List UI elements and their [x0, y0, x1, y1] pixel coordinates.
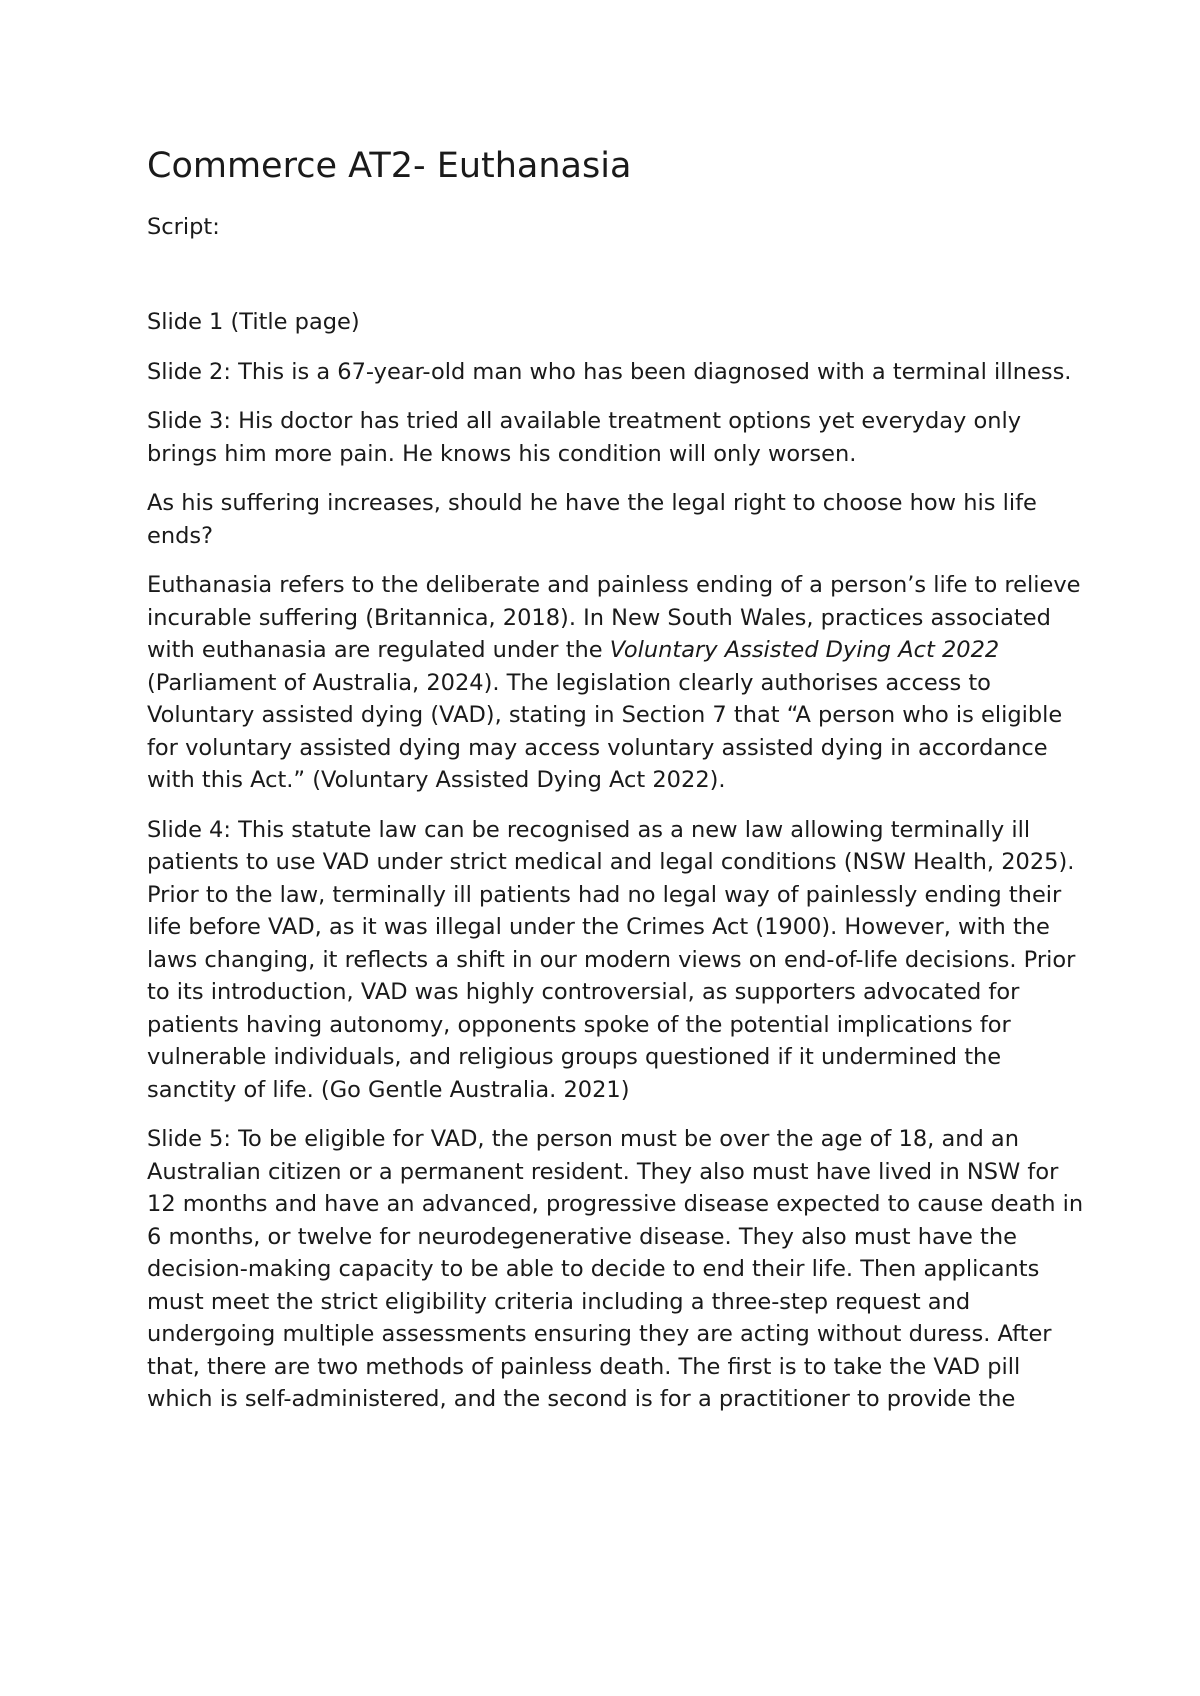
paragraph-slide-5: Slide 5: To be eligible for VAD, the person must be over the age of 18, and an Australian citizen or a permanent resident. They also must have lived in NSW for 12 months and have an advanced, progressive disease expected to cause death in 6 months, or twelve for neurodegenerative disease. They also must have the decision-making capacity to be able to decide to end their life. Then applicants must meet the strict eligibility criteria including a three-step request and undergoing multiple assessments ensuring they are acting without duress. After that, there are two methods of painless death. The first is to take the VAD pill which is self-administered, and the second is for a practitioner to provide the	[147, 1126, 1084, 1412]
script-body	[147, 306, 1087, 1416]
paragraph-slide-1: Slide 1 (Title page)	[147, 309, 360, 335]
paragraph-question: As his suffering increases, should he have the legal right to choose how his life ends?	[147, 490, 1037, 549]
act-title-emphasis: Voluntary Assisted Dying Act 2022	[609, 637, 1000, 663]
definition-text-before: Euthanasia refers to the deliberate and painless ending of a person’s life to relieve incurable suffering (Britannica, 2018). In New South Wales, practices associated with euthanasia are regulated under the	[147, 572, 1081, 663]
definition-text-after: (Parliament of Australia, 2024). The legislation clearly authorises access to Voluntary assisted dying (VAD), stating in Section 7 that “A person who is eligible for voluntary assisted dying may access voluntary assisted dying in accordance with this Act.” (Voluntary Assisted Dying Act 2022).	[147, 669, 1063, 793]
script-label: Script:	[147, 214, 220, 240]
paragraph-slide-4: Slide 4: This statute law can be recognised as a new law allowing terminally ill patients to use VAD under strict medical and legal conditions (NSW Health, 2025). Prior to the law, terminally ill patients had no legal way of painlessly ending their life before VAD, as it was illegal under the Crimes Act (1900). However, with the laws changing, it reflects a shift in our modern views on end-of-life decisions. Prior to its introduction, VAD was highly controversial, as supporters advocated for patients having autonomy, opponents spoke of the potential implications for vulnerable individuals, and religious groups questioned if it undermined the sanctity of life. (Go Gentle Australia. 2021)	[147, 816, 1076, 1103]
paragraph-euthanasia-definition	[147, 569, 1087, 797]
paragraph-slide-2: Slide 2: This is a 67-year-old man who has been diagnosed with a terminal illness.	[147, 358, 1072, 385]
paragraph-slide-3: Slide 3: His doctor has tried all available treatment options yet everyday only brings him more pain. He knows his condition will only worsen.	[147, 408, 1022, 467]
document-title: Commerce AT2- Euthanasia	[147, 146, 632, 186]
